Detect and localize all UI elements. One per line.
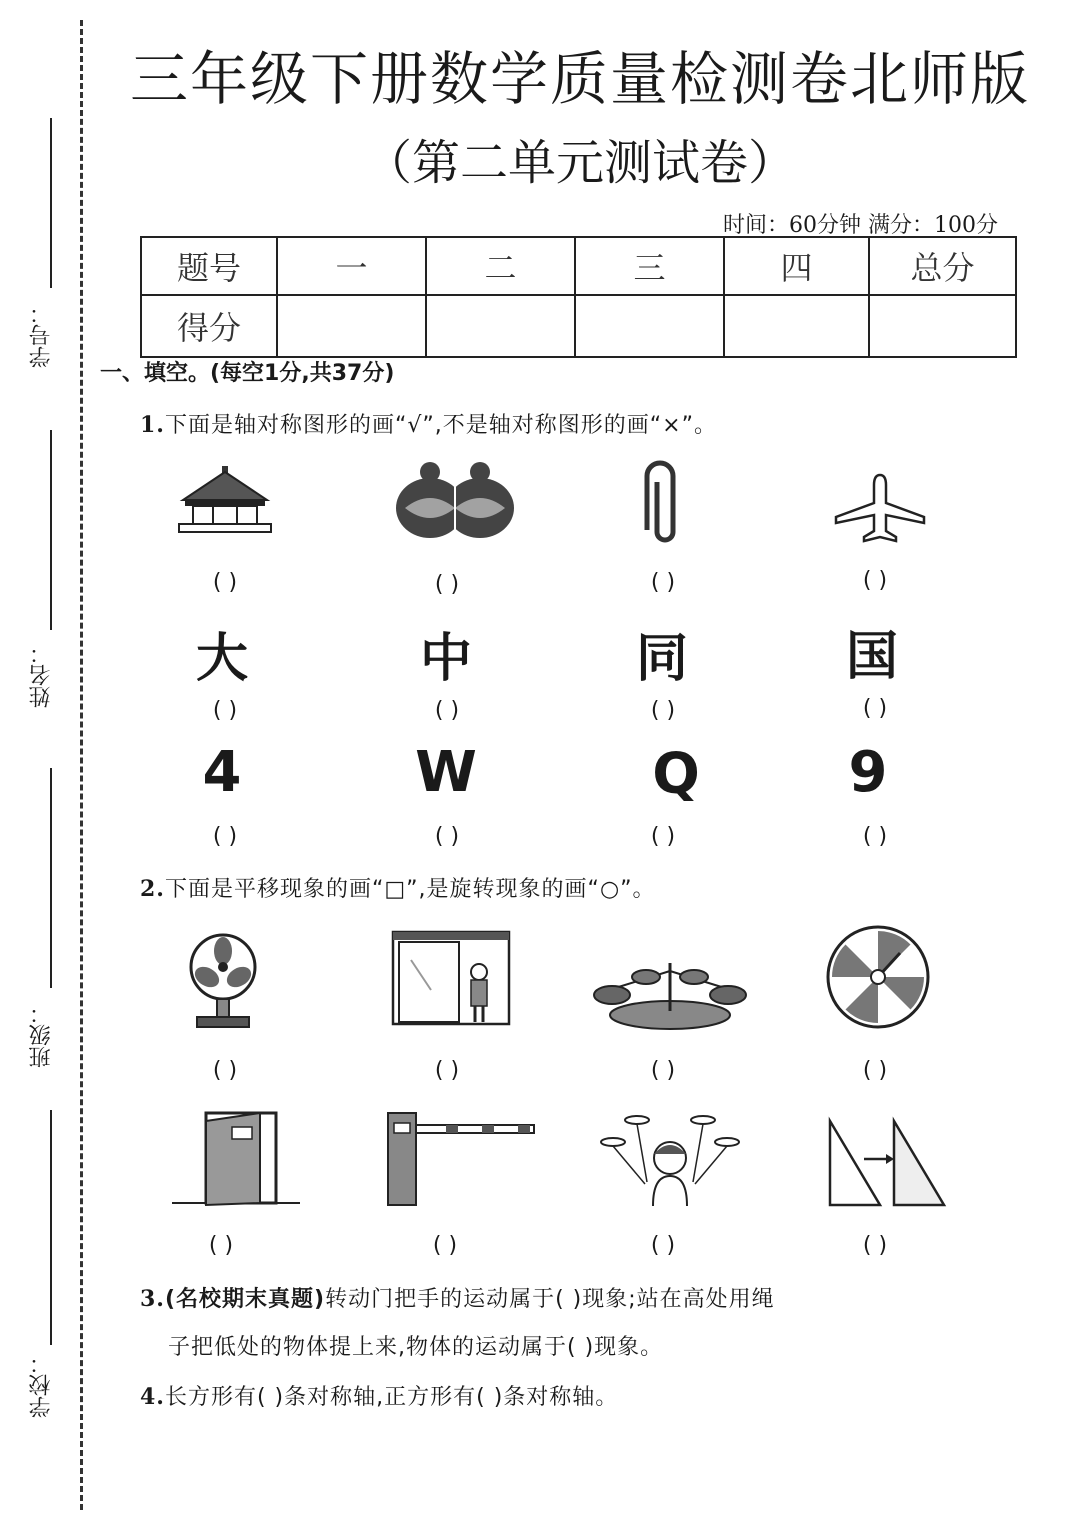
question-text: 转动门把手的运动属于( )现象;站在高处用绳 <box>325 1287 775 1312</box>
character-item: 国 <box>845 627 898 687</box>
answer-blank[interactable]: ( ) <box>212 698 238 723</box>
answer-blank[interactable]: ( ) <box>434 1058 460 1083</box>
character-item: 同 <box>635 629 688 689</box>
question-number: 3. <box>140 1286 165 1312</box>
question-text: 子把低处的物体提上来,物体的运动属于( )现象。 <box>168 1335 664 1360</box>
answer-blank[interactable]: ( ) <box>212 1058 238 1083</box>
swing-door-icon <box>168 1108 303 1208</box>
answer-blank[interactable]: ( ) <box>434 572 460 597</box>
glyph-item: Q <box>652 742 700 807</box>
question-text: 下面是轴对称图形的画“√”,不是轴对称图形的画“×”。 <box>164 413 718 438</box>
header-cell: 一 <box>277 237 426 295</box>
answer-blank[interactable]: ( ) <box>650 824 676 849</box>
question-number: 1. <box>140 412 165 438</box>
question-tag: (名校期末真题) <box>164 1287 326 1312</box>
question-3-continued <box>168 1330 663 1361</box>
time-score-info: 时间：60分钟 满分：100分 <box>723 213 998 238</box>
answer-blank[interactable]: ( ) <box>434 824 460 849</box>
fish-paper-cut-icon <box>380 455 530 550</box>
answer-blank[interactable]: ( ) <box>432 1233 458 1258</box>
name-line <box>50 430 52 630</box>
student-id-label: 学号： <box>29 302 54 368</box>
glyph-item: 4 <box>202 740 242 805</box>
score-input-cell[interactable] <box>869 295 1016 357</box>
school-line <box>50 1110 52 1345</box>
airplane-icon <box>830 470 930 545</box>
answer-blank[interactable]: ( ) <box>650 1233 676 1258</box>
answer-blank[interactable]: ( ) <box>862 1058 888 1083</box>
question-number: 4. <box>140 1384 165 1410</box>
answer-blank[interactable]: ( ) <box>434 698 460 723</box>
class-label: 班级： <box>29 1002 54 1068</box>
name-label: 姓名： <box>29 642 54 708</box>
answer-blank[interactable]: ( ) <box>862 1233 888 1258</box>
question-2 <box>140 872 656 903</box>
score-table <box>140 236 1017 358</box>
cut-line <box>80 20 83 1510</box>
header-cell: 题号 <box>141 237 277 295</box>
student-id-line <box>50 118 52 288</box>
answer-blank[interactable]: ( ) <box>208 1233 234 1258</box>
score-input-cell[interactable] <box>575 295 724 357</box>
answer-blank[interactable]: ( ) <box>650 698 676 723</box>
school-label: 学校： <box>29 1352 54 1418</box>
score-input-cell[interactable] <box>426 295 575 357</box>
answer-blank[interactable]: ( ) <box>650 570 676 595</box>
answer-blank[interactable]: ( ) <box>862 696 888 721</box>
plate-spinning-boy-icon <box>595 1110 745 1210</box>
question-3 <box>140 1282 775 1313</box>
barrier-gate-icon <box>386 1108 536 1208</box>
score-input-cell[interactable] <box>277 295 426 357</box>
sliding-door-icon <box>388 928 513 1028</box>
answer-blank[interactable]: ( ) <box>862 824 888 849</box>
header-cell: 四 <box>724 237 869 295</box>
merry-go-round-icon <box>590 950 750 1035</box>
character-item: 大 <box>195 629 248 689</box>
paper-clip-icon <box>620 458 700 548</box>
score-table-score-row <box>141 295 1016 357</box>
score-table-header-row <box>141 237 1016 295</box>
triangle-translation-icon <box>822 1115 947 1210</box>
section-heading: 一、填空。(每空1分,共37分) <box>100 361 395 386</box>
header-cell: 三 <box>575 237 724 295</box>
glyph-item: 9 <box>848 740 888 805</box>
score-input-cell[interactable] <box>724 295 869 357</box>
page-subtitle: （第二单元测试卷） <box>363 135 796 191</box>
question-text: 下面是平移现象的画“□”,是旋转现象的画“○”。 <box>164 877 656 902</box>
page-title: 三年级下册数学质量检测卷北师版 <box>129 45 1030 113</box>
question-number: 2. <box>140 876 165 902</box>
answer-blank[interactable]: ( ) <box>650 1058 676 1083</box>
question-text: 长方形有( )条对称轴,正方形有( )条对称轴。 <box>164 1385 619 1410</box>
character-item: 中 <box>419 629 472 689</box>
electric-fan-icon <box>178 928 268 1033</box>
answer-blank[interactable]: ( ) <box>212 824 238 849</box>
header-cell: 二 <box>426 237 575 295</box>
spinning-wheel-icon <box>820 922 935 1032</box>
answer-blank[interactable]: ( ) <box>862 568 888 593</box>
class-line <box>50 768 52 988</box>
header-cell: 总分 <box>869 237 1016 295</box>
question-4 <box>140 1380 618 1411</box>
question-1 <box>140 408 717 439</box>
answer-blank[interactable]: ( ) <box>212 570 238 595</box>
pavilion-icon <box>170 462 280 542</box>
glyph-item: W <box>415 740 477 805</box>
row-label-cell: 得分 <box>141 295 277 357</box>
